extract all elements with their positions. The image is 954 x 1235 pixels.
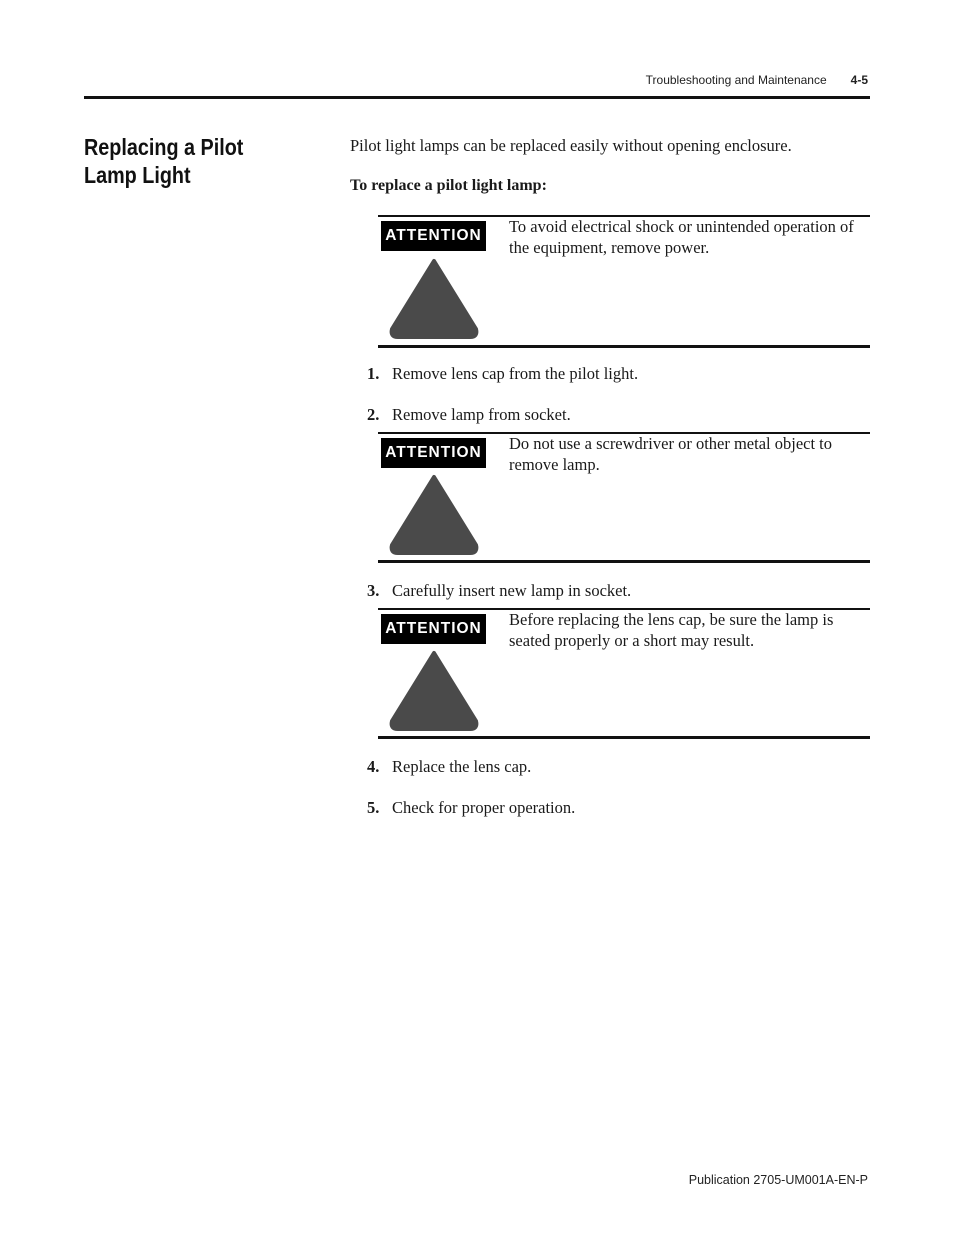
step-1 bbox=[367, 363, 638, 385]
header-rule bbox=[84, 96, 870, 99]
step-2 bbox=[367, 404, 571, 426]
warning-triangle-icon bbox=[388, 649, 480, 733]
page-number: 4-5 bbox=[850, 73, 868, 87]
attention-badge: ATTENTION bbox=[381, 614, 486, 644]
attention-badge: ATTENTION bbox=[381, 438, 486, 468]
warning-triangle-icon bbox=[388, 473, 480, 557]
publication-footer: Publication 2705-UM001A-EN-P bbox=[688, 1173, 868, 1187]
step-4 bbox=[367, 756, 531, 778]
step-number: 1. bbox=[367, 364, 380, 383]
step-text: Carefully insert new lamp in socket. bbox=[392, 581, 632, 600]
intro-paragraph: Pilot light lamps can be replaced easily without opening enclosure. bbox=[350, 136, 792, 155]
step-number: 4. bbox=[367, 757, 380, 776]
step-text: Remove lamp from socket. bbox=[392, 405, 571, 424]
step-3 bbox=[367, 580, 631, 602]
running-header-section: Troubleshooting and Maintenance bbox=[645, 73, 827, 87]
procedure-heading: To replace a pilot light lamp: bbox=[350, 177, 547, 194]
step-5 bbox=[367, 797, 575, 819]
step-number: 5. bbox=[367, 798, 380, 817]
step-text: Remove lens cap from the pilot light. bbox=[392, 364, 639, 383]
attention-badge: ATTENTION bbox=[381, 221, 486, 251]
step-number: 2. bbox=[367, 405, 380, 424]
attention-block-2 bbox=[378, 432, 870, 563]
attention-text: Do not use a screwdriver or other metal object to remove lamp. bbox=[509, 434, 833, 474]
attention-block-3 bbox=[378, 608, 870, 739]
step-text: Check for proper operation. bbox=[392, 798, 576, 817]
warning-triangle-icon bbox=[388, 257, 480, 341]
attention-block-1 bbox=[378, 215, 870, 348]
section-title: Replacing a Pilot Lamp Light bbox=[84, 134, 244, 188]
attention-text: Before replacing the lens cap, be sure the lamp is seated properly or a short may result. bbox=[509, 610, 834, 650]
running-header bbox=[646, 73, 868, 87]
step-number: 3. bbox=[367, 581, 380, 600]
step-text: Replace the lens cap. bbox=[392, 757, 532, 776]
attention-text: To avoid electrical shock or unintended operation of the equipment, remove power. bbox=[509, 217, 854, 257]
